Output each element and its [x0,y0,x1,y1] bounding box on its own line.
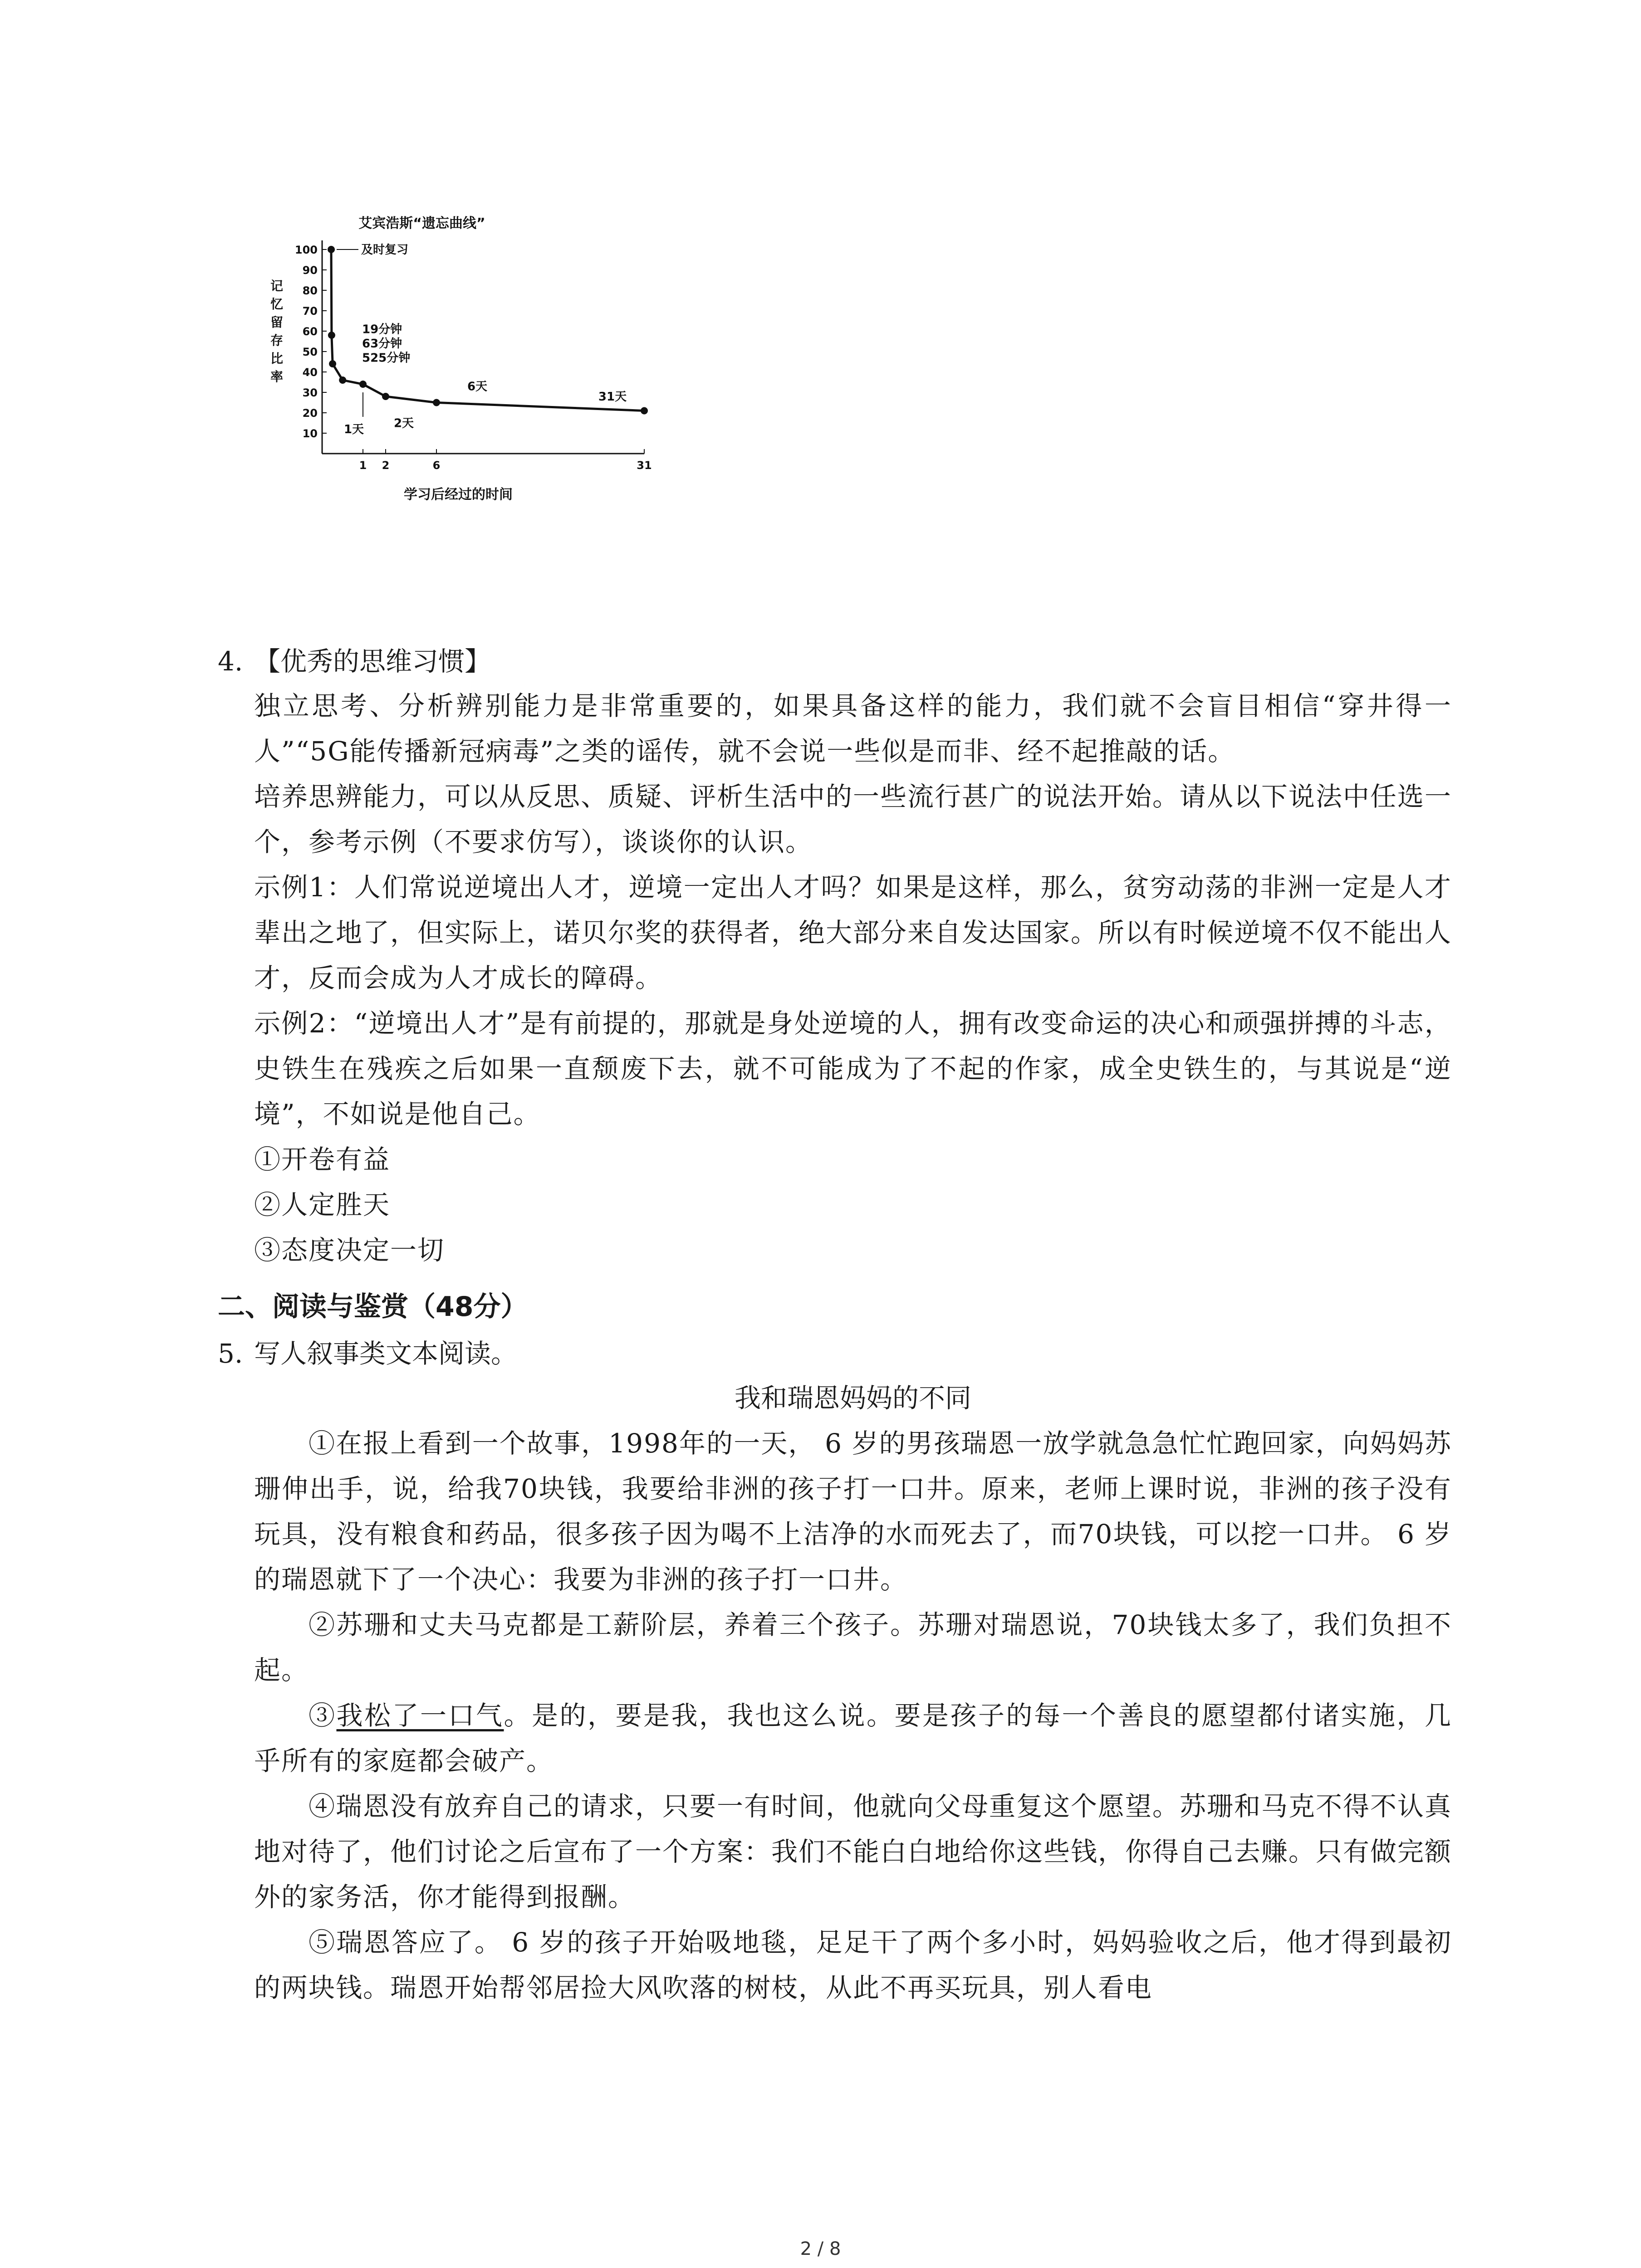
question-heading: 【优秀的思维习惯】 [254,646,491,677]
example-1: 示例1：人们常说逆境出人才，逆境一定出人才吗？如果是这样，那么，贫穷动荡的非洲一定是人才辈出之地了，但实际上，诺贝尔奖的获得者，绝大部分来自发达国家。所以有时候逆境不仅不能出人才，反而会成为人才成长的障碍。 [254,872,1452,993]
annotation-1day: 1天 [343,423,364,436]
y-tick-label: 70 [302,305,318,318]
question-number: 5. [218,1338,243,1369]
chart-svg [254,209,662,526]
annotation-19min: 19分钟 [362,323,402,337]
forgetting-curve-chart [254,209,662,526]
y-tick-label: 40 [302,366,318,379]
y-tick-label: 30 [302,386,318,399]
page-number: 2 / 8 [800,2239,841,2259]
annotation-2day: 2天 [393,416,414,430]
y-tick-label: 80 [302,284,318,297]
y-tick-label: 100 [294,244,318,256]
question-number: 4. [218,646,243,677]
data-point [339,376,346,384]
data-point [382,393,389,400]
paragraph: 独立思考、分析辨别能力是非常重要的，如果具备这样的能力，我们就不会盲目相信“穿井得一人”“5G能传播新冠病毒”之类的谣传，就不会说一些似是而非、经不起推敲的话。 [254,690,1452,767]
chart-axes [295,240,652,472]
x-tick-label: 31 [637,459,652,472]
annotation-6day: 6天 [467,380,488,394]
y-tick-label: 20 [302,407,318,420]
y-tick-label: 90 [302,264,318,277]
x-tick-label: 2 [382,459,390,472]
data-point [328,246,335,253]
article-paragraph-3 [254,1693,1452,1784]
option-2: ②人定胜天 [254,1189,391,1220]
annotation-31day: 31天 [598,390,627,404]
data-point [359,381,367,388]
paragraph: 培养思辨能力，可以从反思、质疑、评析生活中的一些流行甚广的说法开始。请从以下说法中任选一个，参考示例（不要求仿写），谈谈你的认识。 [254,781,1452,857]
x-tick-label: 6 [432,459,441,472]
y-label-char: 留 [270,315,284,330]
annotation-review: 及时复习 [361,243,409,257]
section-title: 二、阅读与鉴赏（48分） [218,1291,528,1323]
data-point [641,407,648,415]
chart-title: 艾宾浩斯“遗忘曲线” [358,215,485,231]
paragraph-number: ③ [309,1700,337,1731]
article-paragraph-2: ②苏珊和丈夫马克都是工薪阶层，养着三个孩子。苏珊对瑞恩说，70块钱太多了，我们负担不起。 [254,1609,1452,1686]
data-point [328,332,335,339]
option-3: ③态度决定一切 [254,1235,445,1266]
question-5 [218,1332,1452,2010]
article-paragraph-5: ⑤瑞恩答应了。 6 岁的孩子开始吸地毯，足足干了两个多小时，妈妈验收之后，他才得到最初的两块钱。瑞恩开始帮邻居捡大风吹落的树枝，从此不再买玩具，别人看电 [254,1927,1452,2003]
y-label-char: 记 [270,279,284,293]
paragraph-text: 。是的，要是我，我也这么说。要是孩子的每一个善良的愿望都付诸实施，几乎所有的家庭都会破产。 [254,1700,1452,1776]
question-content [218,640,1452,2010]
data-point [329,360,336,367]
article-paragraph-1: ①在报上看到一个故事，1998年的一天， 6 岁的男孩瑞恩一放学就急急忙忙跑回家，向妈妈苏珊伸出手，说，给我70块钱，我要给非洲的孩子打一口井。原来，老师上课时说，非洲的孩子没有玩具，没有粮食和药品，很多孩子因为喝不上洁净的水而死去了，而70块钱，可以挖一口井。 6 岁的瑞恩就下了一个决心：我要为非洲的孩子打一口井。 [254,1428,1452,1595]
article-paragraph-4: ④瑞恩没有放弃自己的请求，只要一有时间，他就向父母重复这个愿望。苏珊和马克不得不认真地对待了，他们讨论之后宣布了一个方案：我们不能白白地给你这些钱，你得自己去赚。只有做完额外的家务活，你才能得到报酬。 [254,1791,1452,1912]
chart-y-label [270,279,283,384]
y-label-char: 比 [270,351,284,366]
underlined-phrase: 我松了一口气 [336,1700,504,1731]
y-tick-label: 60 [302,325,318,338]
example-2: 示例2：“逆境出人才”是有前提的，那就是身处逆境的人，拥有改变命运的决心和顽强拼搏的斗志，史铁生在残疾之后如果一直颓废下去，就不可能成为了不起的作家，成全史铁生的，与其说是“逆境”，不如说是他自己。 [254,1008,1452,1129]
y-label-char: 忆 [270,297,284,312]
question-heading: 写人叙事类文本阅读。 [254,1338,518,1369]
chart-x-label: 学习后经过的时间 [404,487,513,503]
y-label-char: 率 [270,369,284,384]
x-tick-label: 1 [359,459,367,472]
option-1: ①开卷有益 [254,1144,391,1175]
y-label-char: 存 [270,333,284,348]
y-tick-label: 10 [302,427,318,440]
data-point [433,399,440,406]
annotation-525min: 525分钟 [362,351,411,365]
y-tick-label: 50 [302,346,318,358]
annotation-63min: 63分钟 [362,337,402,351]
question-4 [218,640,1452,1273]
article-title: 我和瑞恩妈妈的不同 [734,1383,971,1413]
